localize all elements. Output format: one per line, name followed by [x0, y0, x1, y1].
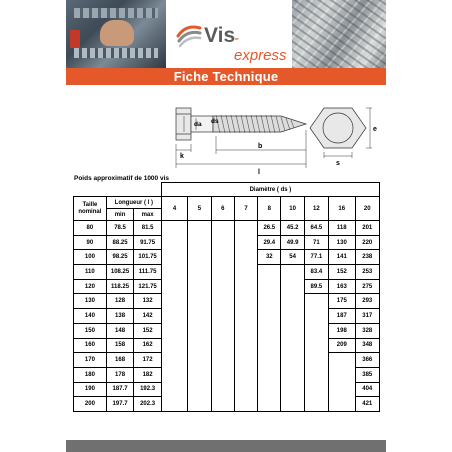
weight-cell-5: [188, 250, 211, 265]
min-header: min: [106, 209, 134, 221]
weight-cell-20: 201: [355, 221, 380, 236]
weight-cell-8: [258, 265, 281, 280]
weight-cell-20: 238: [355, 250, 380, 265]
max-cell: 142: [134, 309, 162, 324]
weight-cell-12: 89.5: [304, 279, 328, 294]
weight-cell-12: 71: [304, 235, 328, 250]
taille-cell: 150: [74, 323, 107, 338]
weight-cell-5: [188, 294, 211, 309]
logo-suffix-text: -express: [234, 30, 287, 64]
diameter-header: 8: [258, 197, 281, 221]
max-cell: 182: [134, 367, 162, 382]
weight-cell-7: [234, 353, 257, 368]
weight-cell-5: [188, 382, 211, 397]
weight-cell-6: [211, 338, 234, 353]
taille-cell: 100: [74, 250, 107, 265]
weight-cell-7: [234, 323, 257, 338]
weight-cell-7: [234, 367, 257, 382]
table-row: [74, 353, 380, 368]
weight-cell-20: 404: [355, 382, 380, 397]
taille-cell: 160: [74, 338, 107, 353]
weight-cell-12: [304, 353, 328, 368]
weight-cell-4: [161, 294, 187, 309]
brand-logo: [176, 22, 287, 64]
min-cell: 168: [106, 353, 134, 368]
weight-cell-16: 198: [329, 323, 355, 338]
screw-technical-drawing: [66, 96, 386, 178]
weight-cell-8: [258, 353, 281, 368]
weight-cell-8: [258, 382, 281, 397]
weight-cell-10: [281, 309, 304, 324]
min-cell: 118.25: [106, 279, 134, 294]
weight-cell-10: 54: [281, 250, 304, 265]
weight-cell-12: [304, 397, 328, 412]
max-cell: 121.75: [134, 279, 162, 294]
weight-cell-4: [161, 338, 187, 353]
spec-table-body: [74, 221, 380, 412]
weight-cell-4: [161, 397, 187, 412]
weight-cell-16: 163: [329, 279, 355, 294]
weight-cell-6: [211, 294, 234, 309]
weight-cell-7: [234, 294, 257, 309]
weight-cell-4: [161, 265, 187, 280]
table-row: [74, 294, 380, 309]
weight-cell-7: [234, 382, 257, 397]
workshop-photo: [66, 0, 166, 68]
weight-cell-6: [211, 221, 234, 236]
weight-cell-6: [211, 397, 234, 412]
weight-cell-7: [234, 221, 257, 236]
weight-cell-10: 45.2: [281, 221, 304, 236]
weight-cell-7: [234, 397, 257, 412]
screws-photo: [292, 0, 386, 68]
photo-screws-texture: [292, 0, 386, 68]
diameter-header: 6: [211, 197, 234, 221]
weight-cell-20: 348: [355, 338, 380, 353]
weight-cell-16: 141: [329, 250, 355, 265]
weight-cell-6: [211, 323, 234, 338]
weight-cell-16: 152: [329, 265, 355, 280]
table-row: [74, 338, 380, 353]
label-k: k: [180, 153, 184, 160]
weight-cell-5: [188, 353, 211, 368]
weight-cell-20: 275: [355, 279, 380, 294]
weight-cell-4: [161, 309, 187, 324]
weight-cell-10: [281, 279, 304, 294]
diameter-header: 20: [355, 197, 380, 221]
weight-cell-8: 29.4: [258, 235, 281, 250]
taille-cell: 180: [74, 367, 107, 382]
table-row: [74, 397, 380, 412]
weight-cell-8: [258, 338, 281, 353]
weight-cell-6: [211, 367, 234, 382]
weight-cell-20: 385: [355, 367, 380, 382]
taille-cell: 80: [74, 221, 107, 236]
label-ds: ds: [211, 118, 219, 125]
diameter-header: 16: [329, 197, 355, 221]
max-cell: 81.5: [134, 221, 162, 236]
photo-tray-top: [74, 8, 158, 18]
weight-cell-4: [161, 279, 187, 294]
weight-cell-5: [188, 323, 211, 338]
label-e: e: [373, 126, 377, 133]
weight-cell-16: 175: [329, 294, 355, 309]
table-row: [74, 309, 380, 324]
min-cell: 187.7: [106, 382, 134, 397]
diameter-header: 5: [188, 197, 211, 221]
weight-cell-10: [281, 367, 304, 382]
weight-cell-16: [329, 353, 355, 368]
taille-header: Taille nominal: [74, 197, 107, 221]
weight-cell-6: [211, 279, 234, 294]
min-cell: 108.25: [106, 265, 134, 280]
weight-cell-7: [234, 235, 257, 250]
weight-cell-4: [161, 382, 187, 397]
label-b: b: [258, 143, 263, 150]
weight-cell-10: [281, 338, 304, 353]
label-l: l: [258, 169, 260, 176]
weight-cell-10: 49.9: [281, 235, 304, 250]
weight-cell-10: [281, 397, 304, 412]
weight-cell-5: [188, 235, 211, 250]
weight-cell-20: 328: [355, 323, 380, 338]
weight-cell-12: [304, 309, 328, 324]
weight-cell-5: [188, 221, 211, 236]
weight-cell-10: [281, 353, 304, 368]
min-cell: 138: [106, 309, 134, 324]
weight-cell-5: [188, 265, 211, 280]
diameter-header: 12: [304, 197, 328, 221]
weight-cell-12: [304, 338, 328, 353]
weight-cell-12: [304, 382, 328, 397]
table-row: [74, 367, 380, 382]
weight-cell-6: [211, 353, 234, 368]
weight-cell-12: 83.4: [304, 265, 328, 280]
weight-cell-4: [161, 353, 187, 368]
weight-cell-4: [161, 221, 187, 236]
weight-cell-7: [234, 250, 257, 265]
weight-cell-16: 118: [329, 221, 355, 236]
weight-cell-5: [188, 397, 211, 412]
min-cell: 78.5: [106, 221, 134, 236]
weight-cell-8: 32: [258, 250, 281, 265]
weight-cell-8: [258, 279, 281, 294]
weight-cell-16: 187: [329, 309, 355, 324]
page-title: Fiche Technique: [173, 69, 279, 84]
taille-cell: 190: [74, 382, 107, 397]
weight-cell-4: [161, 250, 187, 265]
photo-hand: [100, 20, 134, 46]
weight-cell-10: [281, 323, 304, 338]
weight-cell-6: [211, 250, 234, 265]
weight-cell-16: [329, 382, 355, 397]
weight-cell-5: [188, 338, 211, 353]
weight-cell-6: [211, 382, 234, 397]
max-cell: 91.75: [134, 235, 162, 250]
taille-cell: 170: [74, 353, 107, 368]
weight-note: Poids approximatif de 1000 vis: [74, 175, 170, 182]
taille-cell: 140: [74, 309, 107, 324]
weight-cell-5: [188, 309, 211, 324]
logo-brand-text: Vis: [204, 24, 236, 47]
min-cell: 88.25: [106, 235, 134, 250]
table-row: [74, 235, 380, 250]
table-header-spacer: [74, 183, 162, 197]
min-cell: 158: [106, 338, 134, 353]
max-cell: 101.75: [134, 250, 162, 265]
weight-cell-8: [258, 309, 281, 324]
title-band: [66, 68, 386, 85]
weight-cell-10: [281, 382, 304, 397]
photo-tray-bottom: [74, 48, 158, 58]
weight-cell-5: [188, 279, 211, 294]
min-cell: 178: [106, 367, 134, 382]
weight-cell-7: [234, 309, 257, 324]
weight-cell-12: 64.5: [304, 221, 328, 236]
weight-cell-16: [329, 397, 355, 412]
taille-cell: 110: [74, 265, 107, 280]
longueur-header: Longueur ( l ): [106, 197, 161, 209]
table-row: [74, 250, 380, 265]
weight-cell-8: [258, 397, 281, 412]
taille-cell: 130: [74, 294, 107, 309]
taille-cell: 90: [74, 235, 107, 250]
weight-cell-20: 317: [355, 309, 380, 324]
weight-cell-20: 253: [355, 265, 380, 280]
spec-table: [73, 182, 380, 412]
weight-cell-12: [304, 323, 328, 338]
weight-cell-16: 130: [329, 235, 355, 250]
table-row: [74, 265, 380, 280]
weight-cell-20: 366: [355, 353, 380, 368]
weight-cell-7: [234, 338, 257, 353]
weight-cell-7: [234, 279, 257, 294]
weight-cell-8: [258, 294, 281, 309]
footer-bar: [66, 440, 386, 452]
table-row: [74, 382, 380, 397]
weight-cell-12: 77.1: [304, 250, 328, 265]
max-cell: 162: [134, 338, 162, 353]
max-cell: 172: [134, 353, 162, 368]
logo-swoosh-icon: [176, 22, 202, 48]
weight-cell-7: [234, 265, 257, 280]
weight-cell-10: [281, 294, 304, 309]
weight-cell-8: [258, 367, 281, 382]
diameter-header: 7: [234, 197, 257, 221]
table-row: [74, 279, 380, 294]
max-cell: 111.75: [134, 265, 162, 280]
weight-cell-8: [258, 323, 281, 338]
weight-cell-12: [304, 294, 328, 309]
min-cell: 98.25: [106, 250, 134, 265]
max-cell: 202.3: [134, 397, 162, 412]
photo-red-tool: [70, 30, 80, 48]
table-row: [74, 323, 380, 338]
diametre-header: Diamètre ( ds ): [161, 183, 379, 197]
taille-cell: 120: [74, 279, 107, 294]
weight-cell-10: [281, 265, 304, 280]
min-cell: 128: [106, 294, 134, 309]
weight-cell-6: [211, 235, 234, 250]
weight-cell-8: 26.5: [258, 221, 281, 236]
diameter-header: 4: [161, 197, 187, 221]
weight-cell-5: [188, 367, 211, 382]
screw-head-top-view: [310, 108, 372, 158]
weight-cell-4: [161, 323, 187, 338]
label-da: da: [194, 121, 202, 128]
max-cell: 192.3: [134, 382, 162, 397]
max-header: max: [134, 209, 162, 221]
min-cell: 197.7: [106, 397, 134, 412]
weight-cell-16: 209: [329, 338, 355, 353]
weight-cell-6: [211, 309, 234, 324]
max-cell: 132: [134, 294, 162, 309]
diameter-header: 10: [281, 197, 304, 221]
label-s: s: [336, 160, 340, 167]
weight-cell-6: [211, 265, 234, 280]
max-cell: 152: [134, 323, 162, 338]
table-row: [74, 221, 380, 236]
weight-cell-12: [304, 367, 328, 382]
weight-cell-16: [329, 367, 355, 382]
weight-cell-4: [161, 367, 187, 382]
weight-cell-20: 293: [355, 294, 380, 309]
taille-cell: 200: [74, 397, 107, 412]
weight-cell-20: 421: [355, 397, 380, 412]
min-cell: 148: [106, 323, 134, 338]
weight-cell-4: [161, 235, 187, 250]
weight-cell-20: 220: [355, 235, 380, 250]
